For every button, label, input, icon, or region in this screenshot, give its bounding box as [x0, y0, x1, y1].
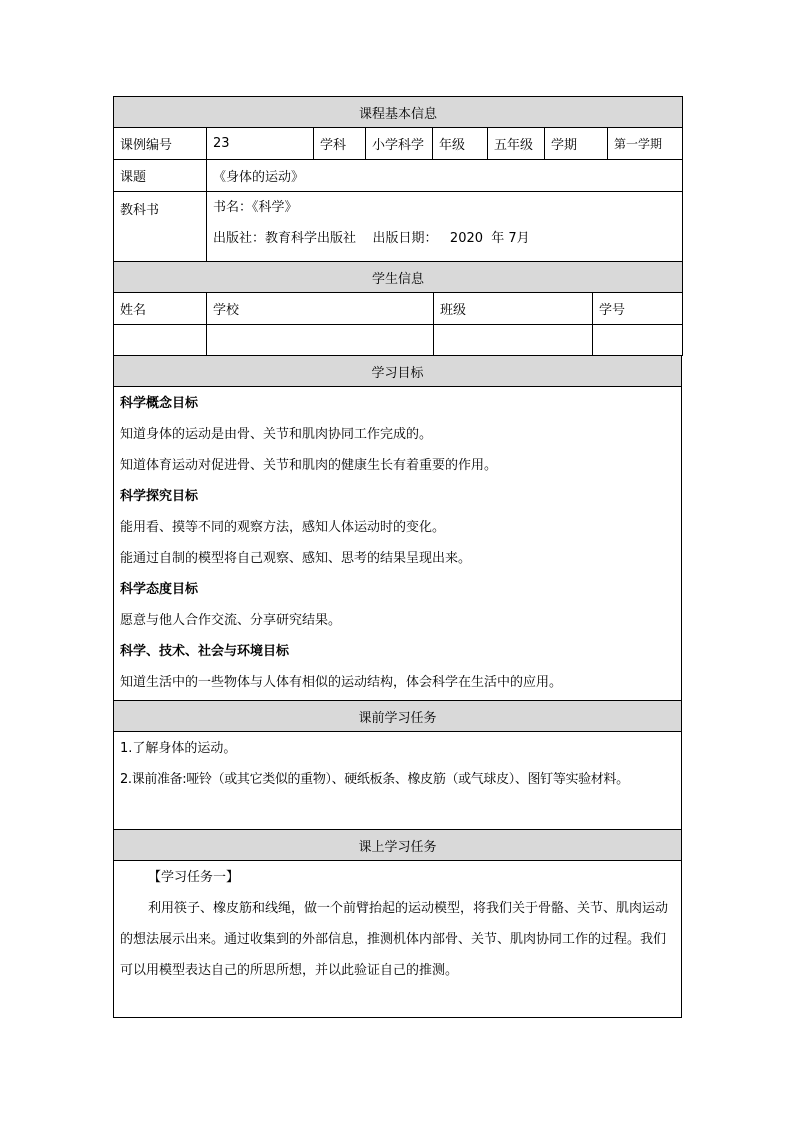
student-info-header: 学生信息	[114, 262, 683, 293]
id-input-cell	[593, 325, 683, 356]
pre-tasks-table	[113, 700, 682, 830]
attitude-goal-1: 愿意与他人合作交流、分享研究结果。	[120, 613, 342, 628]
case-no-label: 课例编号	[114, 128, 207, 160]
course-info-header: 课程基本信息	[114, 97, 683, 128]
grade-value: 五年级	[488, 128, 545, 160]
inquiry-goal-1: 能用看、摸等不同的观察方法，感知人体运动时的变化。	[120, 520, 446, 535]
class-input-cell	[434, 325, 593, 356]
school-label: 学校	[207, 293, 434, 325]
school-input-cell	[207, 325, 434, 356]
name-label: 姓名	[114, 293, 207, 325]
case-no-value: 23	[207, 128, 314, 160]
concept-goal-2: 知道体育运动对促进骨、关节和肌肉的健康生长有着重要的作用。	[120, 458, 498, 473]
topic-value: 《身体的运动》	[207, 160, 683, 192]
task-one-text: 利用筷子、橡皮筋和线绳，做一个前臂抬起的运动模型，将我们关于骨骼、关节、肌肉运动的想法展示出来。通过收集到的外部信息，推测机体内部骨、关节、肌肉协同工作的过程。我们可以用模型表达自己的所思所想，并以此验证自己的推测。	[120, 901, 669, 978]
id-label: 学号	[593, 293, 683, 325]
concept-goal-1: 知道身体的运动是由骨、关节和肌肉协同工作完成的。	[120, 427, 433, 442]
task-one-title: 【学习任务一】	[148, 870, 240, 885]
student-info-table	[113, 261, 683, 356]
course-record-sheet	[113, 96, 682, 1018]
name-input-cell	[114, 325, 207, 356]
stse-goal-1: 知道生活中的一些物体与人体有相似的运动结构，体会科学在生活中的应用。	[120, 675, 563, 690]
term-value: 第一学期	[608, 128, 683, 160]
attitude-goal-title: 科学态度目标	[120, 582, 199, 597]
class-tasks-table	[113, 829, 682, 1018]
concept-goal-title: 科学概念目标	[120, 396, 199, 411]
pre-tasks-header: 课前学习任务	[114, 701, 682, 732]
goals-table	[113, 355, 682, 701]
inquiry-goal-2: 能通过自制的模型将自己观察、感知、思考的结果呈现出来。	[120, 551, 472, 566]
class-label: 班级	[434, 293, 593, 325]
publisher-line: 出版社：教育科学出版社 出版日期： 2020 年 7月	[213, 231, 530, 246]
pre-task-1: 1.了解身体的运动。	[120, 741, 237, 756]
textbook-label: 教科书	[114, 192, 207, 262]
subject-label: 学科	[314, 128, 366, 160]
stse-goal-title: 科学、技术、社会与环境目标	[120, 644, 290, 659]
subject-value: 小学科学	[366, 128, 433, 160]
class-tasks-header: 课上学习任务	[114, 830, 682, 861]
topic-label: 课题	[114, 160, 207, 192]
term-label: 学期	[545, 128, 608, 160]
book-name: 书名：《科学》	[213, 200, 298, 215]
grade-label: 年级	[433, 128, 488, 160]
inquiry-goal-title: 科学探究目标	[120, 489, 199, 504]
pre-task-2: 2.课前准备:哑铃（或其它类似的重物）、硬纸板条、橡皮筋（或气球皮）、图钉等实验材料。	[120, 772, 629, 787]
goals-header: 学习目标	[114, 356, 682, 387]
course-info-table	[113, 96, 683, 262]
